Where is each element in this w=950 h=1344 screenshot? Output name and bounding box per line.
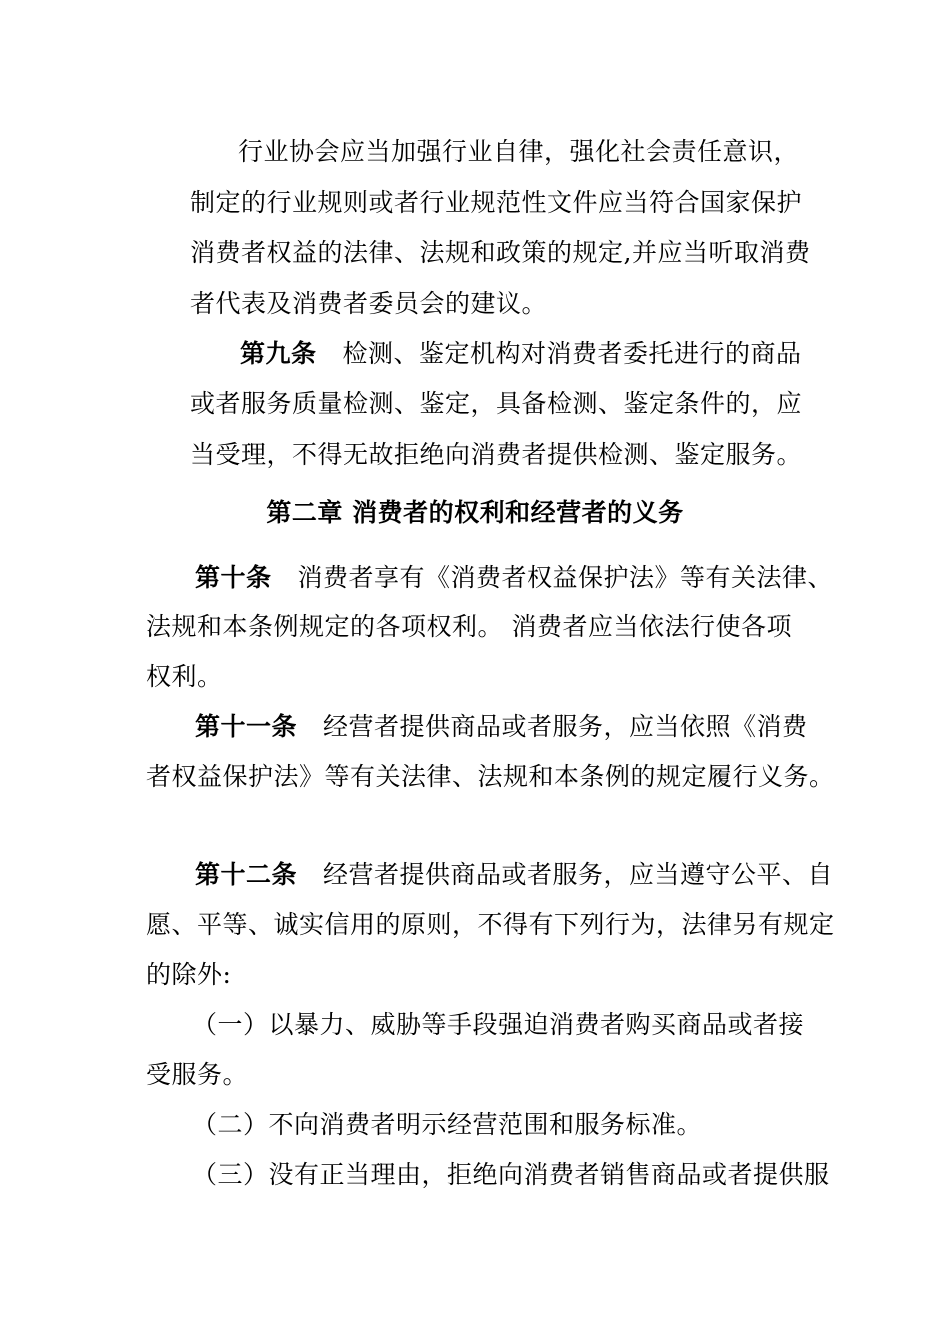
article-line: 愿、平等、诚实信用的原则，不得有下列行为，法律另有规定 bbox=[146, 910, 835, 939]
list-item-3: （三）没有正当理由，拒绝向消费者销售商品或者提供服 bbox=[192, 1160, 830, 1189]
article-11-label: 第十一条 bbox=[195, 712, 298, 741]
article-9-text: 检测、鉴定机构对消费者委托进行的商品 bbox=[342, 339, 802, 368]
article-9-label: 第九条 bbox=[240, 339, 317, 368]
article-10-first-line bbox=[195, 561, 833, 595]
list-item-1-continued: 受服务。 bbox=[146, 1060, 249, 1089]
paragraph-line: 消费者权益的法律、法规和政策的规定,并应当听取消费 bbox=[190, 238, 811, 267]
article-11-text: 经营者提供商品或者服务，应当依照《消费 bbox=[323, 712, 808, 741]
article-line: 的除外: bbox=[146, 960, 232, 989]
paragraph-line: 制定的行业规则或者行业规范性文件应当符合国家保护 bbox=[190, 188, 803, 217]
article-line: 或者服务质量检测、鉴定，具备检测、鉴定条件的，应 bbox=[190, 389, 803, 418]
article-line: 当受理，不得无故拒绝向消费者提供检测、鉴定服务。 bbox=[190, 440, 803, 469]
list-item-1: （一）以暴力、威胁等手段强迫消费者购买商品或者接 bbox=[192, 1010, 805, 1039]
article-12-label: 第十二条 bbox=[195, 860, 298, 889]
list-item-2: （二）不向消费者明示经营范围和服务标准。 bbox=[192, 1110, 703, 1139]
chapter-heading: 第二章 消费者的权利和经营者的义务 bbox=[266, 498, 684, 527]
article-line: 者权益保护法》等有关法律、法规和本条例的规定履行义务。 bbox=[146, 762, 835, 791]
article-9-first-line bbox=[240, 337, 802, 371]
paragraph-line: 行业协会应当加强行业自律，强化社会责任意识， bbox=[238, 137, 800, 166]
article-line: 权利。 bbox=[146, 662, 223, 691]
article-11-first-line bbox=[195, 710, 808, 744]
article-line: 法规和本条例规定的各项权利。 消费者应当依法行使各项 bbox=[146, 612, 792, 641]
article-12-text: 经营者提供商品或者服务，应当遵守公平、自 bbox=[323, 860, 834, 889]
paragraph-line: 者代表及消费者委员会的建议。 bbox=[190, 289, 548, 318]
article-10-text: 消费者享有《消费者权益保护法》等有关法律、 bbox=[297, 563, 834, 592]
article-10-label: 第十条 bbox=[195, 563, 272, 592]
article-12-first-line bbox=[195, 858, 833, 892]
